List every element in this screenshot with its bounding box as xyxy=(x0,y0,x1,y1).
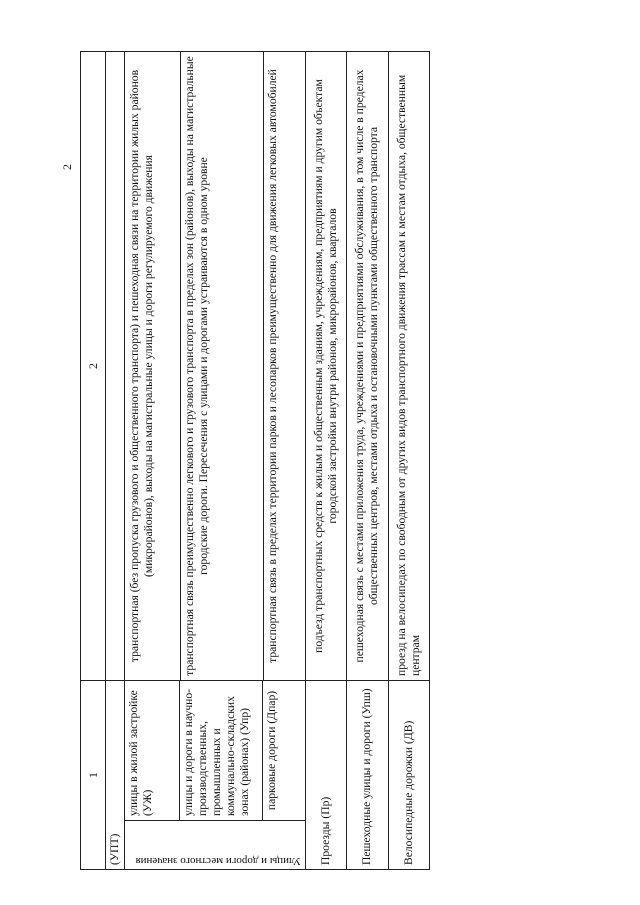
row-name-dv: Велосипедные дорожки (ДВ) xyxy=(388,681,429,870)
row-name-uzh: улицы в жилой застройке (УЖ) xyxy=(125,681,180,820)
rotated-table-wrapper xyxy=(80,56,430,870)
upt-row xyxy=(106,52,125,870)
local-group-subrows xyxy=(125,681,305,821)
row-desc-upsh: пешеходная связь с местами приложения труда, учреждениями и предприятиями обслуживания, в том числе в пределах общественных центров, местами отдыха и остановочными пунктами общественного транспорта xyxy=(347,52,388,681)
header-col-2: 2 xyxy=(81,52,106,681)
row-desc-pr: подъезд транспортных средств к жилым и общественным зданиям, учреждениям, предприятиям и другим объектам городской застройки внутри районов, микрорайонов, кварталов xyxy=(306,52,347,681)
row-desc-dv: проезд на велосипедах по свободным от других видов транспортного движения трассам к местам отдыха, общественным центрам xyxy=(388,52,429,681)
street-classification-table xyxy=(80,51,430,870)
row-name-dpar: парковые дороги (Дпар) xyxy=(265,690,278,811)
upt-label: (УПТ) xyxy=(106,681,125,870)
row-desc-uzh: транспортная (без пропуска грузового и общественного транспорта) и пешеходная связи на территории жилых районов (микрорайонов), выходы на магистральные улицы и дороги регулируемого движения xyxy=(126,52,181,680)
row-dv xyxy=(388,52,429,870)
upt-empty xyxy=(106,52,125,681)
row-upsh xyxy=(347,52,388,870)
local-group-cell xyxy=(125,681,306,870)
local-group-row xyxy=(125,52,306,870)
header-col-1: 1 xyxy=(81,681,106,870)
row-name-upsh: Пешеходные улицы и дороги (Упш) xyxy=(347,681,388,870)
row-name-upr: улицы и дороги в научно-производственных, промышленных и коммунально-складских зонах (районах) (Упр) xyxy=(180,681,263,820)
row-desc-dpar: транспортная связь в пределах территории парков и лесопарков преимущественно для движения легковых автомобилей xyxy=(266,69,279,663)
local-group-label: Улицы и дороги местного значения xyxy=(135,855,301,867)
header-row xyxy=(81,52,106,870)
row-desc-upr: транспортная связь преимущественно легкового и грузового транспорта в пределах зон (районов), выходы на магистральные городские дороги. Пересечения с улицами и дорогами устраиваются в одном уровне xyxy=(181,52,264,680)
local-group-desc-cell xyxy=(125,52,306,681)
page-number: 2 xyxy=(60,164,74,170)
row-pr xyxy=(306,52,347,870)
row-name-pr: Проезды (Пр) xyxy=(306,681,347,870)
